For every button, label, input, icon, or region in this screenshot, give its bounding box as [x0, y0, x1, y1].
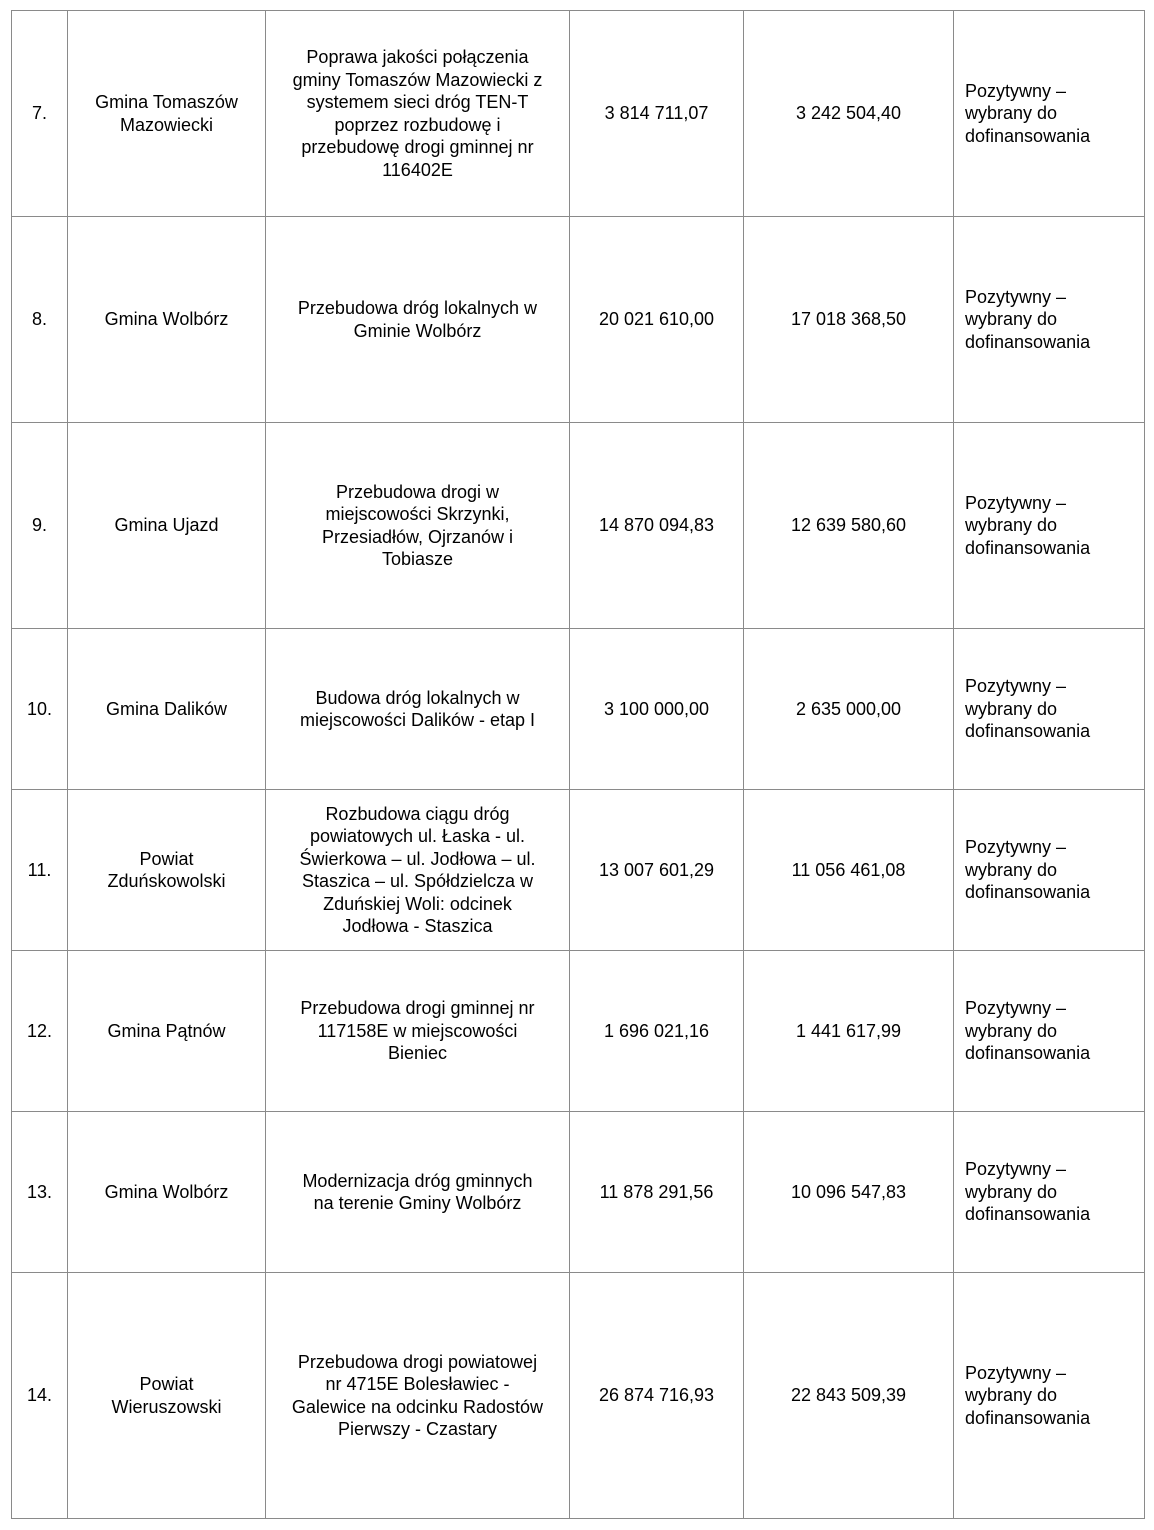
funding-cell: 1 441 617,99: [744, 951, 954, 1112]
total-cost-cell: 3 100 000,00: [570, 629, 744, 790]
project-title-cell: Budowa dróg lokalnych w miejscowości Dalików - etap I: [266, 629, 570, 790]
row-number: 11.: [12, 790, 68, 951]
project-title-cell: Przebudowa drogi powiatowej nr 4715E Bolesławiec - Galewice na odcinku Radostów Pierwszy - Czastary: [266, 1273, 570, 1519]
status-cell: Pozytywny – wybrany do dofinansowania: [954, 1112, 1145, 1273]
funding-cell: 2 635 000,00: [744, 629, 954, 790]
project-title-cell: Przebudowa drogi w miejscowości Skrzynki, Przesiadłów, Ojrzanów i Tobiasze: [266, 423, 570, 629]
row-number: 12.: [12, 951, 68, 1112]
funding-cell: 3 242 504,40: [744, 11, 954, 217]
total-cost-cell: 11 878 291,56: [570, 1112, 744, 1273]
total-cost-cell: 13 007 601,29: [570, 790, 744, 951]
project-title-cell: Poprawa jakości połączenia gminy Tomaszów Mazowiecki z systemem sieci dróg TEN-T poprzez rozbudowę i przebudowę drogi gminnej nr 116402E: [266, 11, 570, 217]
row-number: 14.: [12, 1273, 68, 1519]
funding-cell: 11 056 461,08: [744, 790, 954, 951]
row-number: 7.: [12, 11, 68, 217]
table-row: [12, 217, 1145, 423]
applicant-cell: Gmina Wolbórz: [68, 1112, 266, 1273]
table-row: [12, 951, 1145, 1112]
applicant-cell: Gmina Dalików: [68, 629, 266, 790]
total-cost-cell: 3 814 711,07: [570, 11, 744, 217]
table-row: [12, 1112, 1145, 1273]
applicant-cell: Gmina Ujazd: [68, 423, 266, 629]
project-title-cell: Przebudowa drogi gminnej nr 117158E w miejscowości Bieniec: [266, 951, 570, 1112]
funding-cell: 12 639 580,60: [744, 423, 954, 629]
applicant-cell: Gmina Wolbórz: [68, 217, 266, 423]
applicant-cell: Powiat Wieruszowski: [68, 1273, 266, 1519]
project-table: [11, 10, 1145, 1519]
status-cell: Pozytywny – wybrany do dofinansowania: [954, 790, 1145, 951]
funding-cell: 10 096 547,83: [744, 1112, 954, 1273]
funding-cell: 22 843 509,39: [744, 1273, 954, 1519]
total-cost-cell: 26 874 716,93: [570, 1273, 744, 1519]
project-title-cell: Modernizacja dróg gminnych na terenie Gminy Wolbórz: [266, 1112, 570, 1273]
table-row: [12, 11, 1145, 217]
project-title-cell: Przebudowa dróg lokalnych w Gminie Wolbórz: [266, 217, 570, 423]
project-title-cell: Rozbudowa ciągu dróg powiatowych ul. Łaska - ul. Świerkowa – ul. Jodłowa – ul. Staszica – ul. Spółdzielcza w Zduńskiej Woli: odcinek Jodłowa - Staszica: [266, 790, 570, 951]
status-cell: Pozytywny – wybrany do dofinansowania: [954, 1273, 1145, 1519]
applicant-cell: Gmina Pątnów: [68, 951, 266, 1112]
status-cell: Pozytywny – wybrany do dofinansowania: [954, 217, 1145, 423]
row-number: 8.: [12, 217, 68, 423]
total-cost-cell: 14 870 094,83: [570, 423, 744, 629]
total-cost-cell: 20 021 610,00: [570, 217, 744, 423]
row-number: 10.: [12, 629, 68, 790]
table-row: [12, 1273, 1145, 1519]
applicant-cell: Gmina Tomaszów Mazowiecki: [68, 11, 266, 217]
status-cell: Pozytywny – wybrany do dofinansowania: [954, 11, 1145, 217]
table-row: [12, 790, 1145, 951]
applicant-cell: Powiat Zduńskowolski: [68, 790, 266, 951]
funding-cell: 17 018 368,50: [744, 217, 954, 423]
status-cell: Pozytywny – wybrany do dofinansowania: [954, 629, 1145, 790]
row-number: 9.: [12, 423, 68, 629]
table-row: [12, 629, 1145, 790]
total-cost-cell: 1 696 021,16: [570, 951, 744, 1112]
table-row: [12, 423, 1145, 629]
row-number: 13.: [12, 1112, 68, 1273]
status-cell: Pozytywny – wybrany do dofinansowania: [954, 423, 1145, 629]
status-cell: Pozytywny – wybrany do dofinansowania: [954, 951, 1145, 1112]
